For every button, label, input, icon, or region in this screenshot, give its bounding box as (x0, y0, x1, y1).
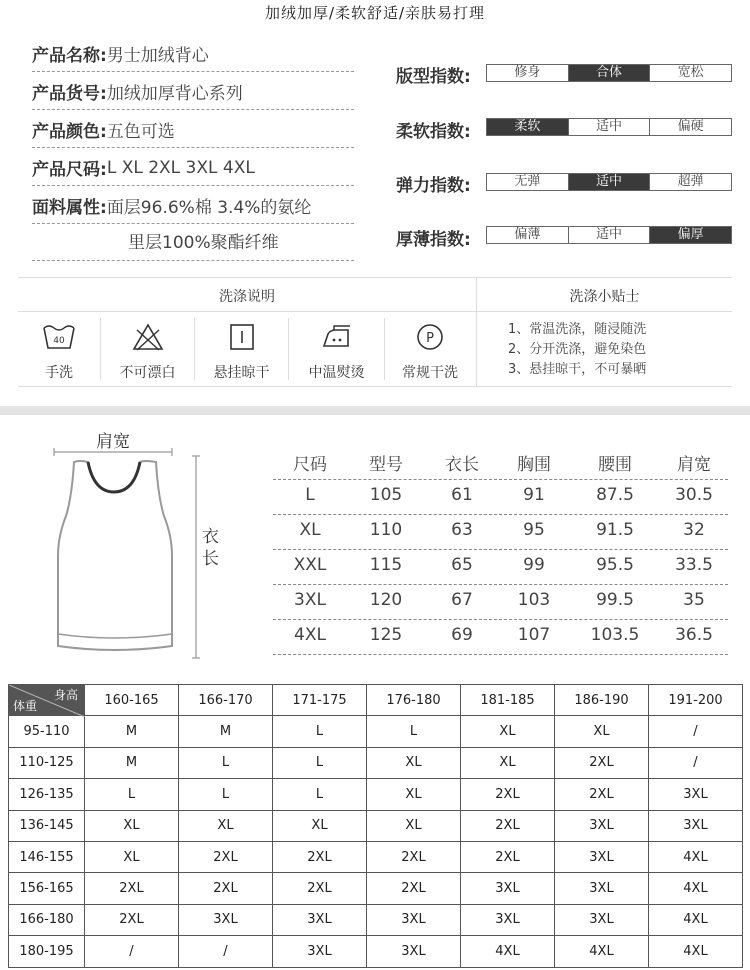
weight-cell: 136-145 (9, 810, 85, 841)
wash-item-hand-wash (18, 318, 100, 388)
size-cell: 2XL (273, 841, 367, 872)
height-header: 160-165 (85, 685, 179, 716)
size-table-cell: 105 (369, 485, 403, 505)
size-table-cell: 36.5 (675, 625, 713, 645)
size-cell: L (85, 779, 179, 810)
size-cell: 2XL (555, 747, 649, 778)
size-table-cell: 69 (451, 625, 473, 645)
size-cell: / (179, 936, 273, 967)
size-table-cell: 63 (451, 520, 473, 540)
index-option: 修身 (487, 65, 569, 81)
index-label: 厚薄指数: (396, 230, 471, 250)
info-row-sku (32, 74, 354, 110)
size-table-cell: 115 (369, 555, 403, 575)
washing-title: 洗涤说明 (219, 289, 275, 305)
size-cell: 4XL (649, 936, 743, 967)
size-cell: 3XL (555, 904, 649, 935)
wash-label: 常规干洗 (402, 365, 458, 381)
size-table-cell: 91 (523, 485, 545, 505)
size-cell: XL (179, 810, 273, 841)
row-divider (273, 479, 728, 480)
size-table-cell: 120 (369, 590, 403, 610)
length-label-char: 长 (202, 549, 219, 569)
index-option: 偏薄 (487, 227, 569, 243)
size-table-cell: 65 (451, 555, 473, 575)
size-cell: 2XL (461, 779, 555, 810)
divider (18, 277, 732, 278)
size-cell: M (85, 747, 179, 778)
size-table-cell: 67 (451, 590, 473, 610)
size-cell: XL (367, 810, 461, 841)
size-table-header: 衣长 (445, 455, 479, 475)
tip-item: 2、分开洗涤，避免染色 (508, 342, 647, 357)
info-value: L XL 2XL 3XL 4XL (106, 157, 255, 178)
weight-cell: 156-165 (9, 873, 85, 904)
index-option: 适中 (569, 119, 651, 135)
height-header: 176-180 (367, 685, 461, 716)
row-divider (273, 549, 728, 550)
size-cell: 2XL (179, 841, 273, 872)
info-label: 产品货号: (32, 84, 107, 104)
info-value: 五色可选 (106, 122, 175, 142)
table-row (9, 936, 743, 967)
info-row-size (32, 150, 354, 186)
info-value: 加绒加厚背心系列 (106, 84, 243, 104)
size-table-cell: 3XL (294, 590, 326, 610)
wash-item-hang-dry (195, 318, 288, 388)
table-header-row (9, 685, 743, 716)
size-cell: 3XL (555, 873, 649, 904)
size-cell: 4XL (649, 841, 743, 872)
size-table-cell: 33.5 (675, 555, 713, 575)
page-title: 加绒加厚/柔软舒适/亲肤易打理 (264, 4, 486, 22)
size-cell: / (649, 716, 743, 747)
wash-label: 手洗 (45, 365, 73, 381)
no-bleach-icon (131, 322, 165, 352)
size-cell: 3XL (273, 904, 367, 935)
size-cell: L (367, 716, 461, 747)
size-cell: L (273, 716, 367, 747)
size-table-cell: L (305, 485, 315, 505)
size-cell: 3XL (273, 936, 367, 967)
index-label: 柔软指数: (396, 122, 471, 142)
wash-item-no-bleach (101, 318, 194, 388)
size-cell: 4XL (649, 873, 743, 904)
table-row (9, 716, 743, 747)
size-cell: 2XL (461, 841, 555, 872)
size-table-cell: 99 (523, 555, 545, 575)
index-option: 超弹 (650, 174, 731, 190)
dry-clean-letter: P (426, 331, 434, 346)
size-table-header: 型号 (369, 455, 403, 475)
size-recommendation-table (8, 684, 743, 968)
size-table-cell: XL (299, 520, 321, 540)
table-row (9, 873, 743, 904)
index-option: 宽松 (650, 65, 731, 81)
washing-tips-title: 洗涤小贴士 (569, 289, 640, 305)
size-table-header: 尺码 (293, 455, 327, 475)
size-cell: 2XL (179, 873, 273, 904)
thickness-index-scale (486, 226, 732, 244)
size-table-cell: 110 (369, 520, 403, 540)
height-header: 171-175 (273, 685, 367, 716)
size-cell: XL (273, 810, 367, 841)
info-row-name (32, 36, 354, 72)
info-label: 面料属性: (32, 198, 107, 218)
table-row (9, 747, 743, 778)
tank-top-icon (44, 446, 214, 666)
size-cell: 4XL (461, 936, 555, 967)
size-cell: 2XL (367, 873, 461, 904)
wash-label: 悬挂晾干 (213, 365, 270, 381)
size-table-cell: 95.5 (596, 555, 634, 575)
table-row (9, 810, 743, 841)
size-cell: 3XL (649, 779, 743, 810)
index-option: 偏厚 (650, 227, 731, 243)
size-table-cell: 87.5 (596, 485, 634, 505)
height-header: 166-170 (179, 685, 273, 716)
weight-cell: 95-110 (9, 716, 85, 747)
size-table-header: 肩宽 (677, 455, 711, 475)
size-cell: XL (85, 810, 179, 841)
weight-cell: 166-180 (9, 904, 85, 935)
weight-cell: 126-135 (9, 779, 85, 810)
info-label: 产品名称: (32, 46, 107, 66)
size-cell: 3XL (367, 936, 461, 967)
wash-label: 中温熨烫 (308, 365, 365, 381)
hang-dry-icon (227, 322, 257, 352)
table-corner-cell (9, 685, 85, 716)
size-table-cell: 99.5 (596, 590, 634, 610)
size-cell: L (273, 747, 367, 778)
fit-index-scale (486, 64, 732, 82)
size-table-cell: 103.5 (590, 625, 640, 645)
size-cell: M (85, 716, 179, 747)
size-cell: 3XL (461, 904, 555, 935)
size-cell: L (179, 747, 273, 778)
size-table-cell: 30.5 (675, 485, 713, 505)
size-cell: 3XL (461, 873, 555, 904)
size-cell: 2XL (461, 810, 555, 841)
size-cell: 2XL (273, 873, 367, 904)
size-table-cell: 32 (683, 520, 705, 540)
iron-medium-icon (320, 322, 354, 352)
index-option: 适中 (569, 227, 651, 243)
row-divider (273, 619, 728, 620)
size-cell: 3XL (555, 841, 649, 872)
info-value: 男士加绒背心 (106, 46, 209, 66)
row-divider (273, 654, 728, 655)
size-table-cell: 35 (683, 590, 705, 610)
height-header: 186-190 (555, 685, 649, 716)
elasticity-index-scale (486, 173, 732, 191)
info-row-color (32, 112, 354, 148)
table-row (9, 841, 743, 872)
size-cell: 3XL (179, 904, 273, 935)
divider (18, 311, 732, 312)
washing-tips (508, 320, 646, 380)
size-table-cell: 103 (517, 590, 551, 610)
wash-temp-text: 40 (53, 336, 65, 346)
dry-clean-icon (415, 322, 445, 352)
weight-cell: 180-195 (9, 936, 85, 967)
hand-wash-tub-icon (42, 322, 76, 350)
size-cell: 4XL (555, 936, 649, 967)
tip-item: 1、常温洗涤，随浸随洗 (508, 322, 647, 337)
weight-cell: 110-125 (9, 747, 85, 778)
size-cell: XL (461, 747, 555, 778)
weight-axis-label: 体重 (13, 699, 38, 714)
index-option: 柔软 (487, 119, 569, 135)
size-cell: 4XL (649, 904, 743, 935)
size-table-cell: 4XL (294, 625, 326, 645)
size-cell: L (179, 779, 273, 810)
size-cell: 2XL (85, 873, 179, 904)
wash-item-dry-clean (385, 318, 475, 388)
height-header: 181-185 (461, 685, 555, 716)
size-table-cell: 61 (451, 485, 473, 505)
size-cell: 2XL (85, 904, 179, 935)
index-label: 版型指数: (396, 67, 471, 87)
tip-item: 3、悬挂晾干，不可暴晒 (508, 362, 647, 377)
wash-item-iron (289, 318, 384, 388)
size-cell: 3XL (367, 904, 461, 935)
size-table-cell: 95 (523, 520, 545, 540)
size-table-cell: XXL (293, 555, 327, 575)
row-divider (273, 584, 728, 585)
size-cell: XL (367, 747, 461, 778)
info-value: 面层96.6%棉 3.4%的氨纶 (106, 198, 312, 218)
size-cell: / (649, 747, 743, 778)
size-cell: XL (367, 779, 461, 810)
index-option: 无弹 (487, 174, 569, 190)
size-cell: XL (85, 841, 179, 872)
size-cell: 3XL (649, 810, 743, 841)
size-table-cell: 91.5 (596, 520, 634, 540)
section-divider-band (0, 406, 750, 415)
size-table-header: 胸围 (517, 455, 551, 475)
fabric-continued: 里层100%聚酯纤维 (128, 233, 279, 253)
table-row (9, 779, 743, 810)
divider (32, 260, 354, 261)
shoulder-label: 肩宽 (96, 432, 130, 452)
size-cell: XL (461, 716, 555, 747)
height-header: 191-200 (649, 685, 743, 716)
size-cell: XL (555, 716, 649, 747)
softness-index-scale (486, 118, 732, 136)
length-label-char: 衣 (202, 527, 219, 547)
size-cell: 2XL (555, 779, 649, 810)
weight-cell: 146-155 (9, 841, 85, 872)
index-option: 适中 (569, 174, 651, 190)
size-cell: M (179, 716, 273, 747)
index-label: 弹力指数: (396, 176, 471, 196)
info-label: 产品尺码: (32, 160, 107, 180)
index-option: 合体 (569, 65, 651, 81)
info-row-fabric (32, 188, 354, 224)
size-table-cell: 107 (517, 625, 551, 645)
size-cell: / (85, 936, 179, 967)
size-cell: 3XL (555, 810, 649, 841)
height-axis-label: 身高 (53, 688, 78, 702)
size-cell: L (273, 779, 367, 810)
row-divider (273, 514, 728, 515)
length-label (202, 526, 219, 570)
index-option: 偏硬 (650, 119, 731, 135)
table-row (9, 904, 743, 935)
size-cell: 2XL (367, 841, 461, 872)
info-label: 产品颜色: (32, 122, 107, 142)
size-table-cell: 125 (369, 625, 403, 645)
size-table-header: 腰围 (598, 455, 632, 475)
wash-label: 不可漂白 (119, 365, 176, 381)
